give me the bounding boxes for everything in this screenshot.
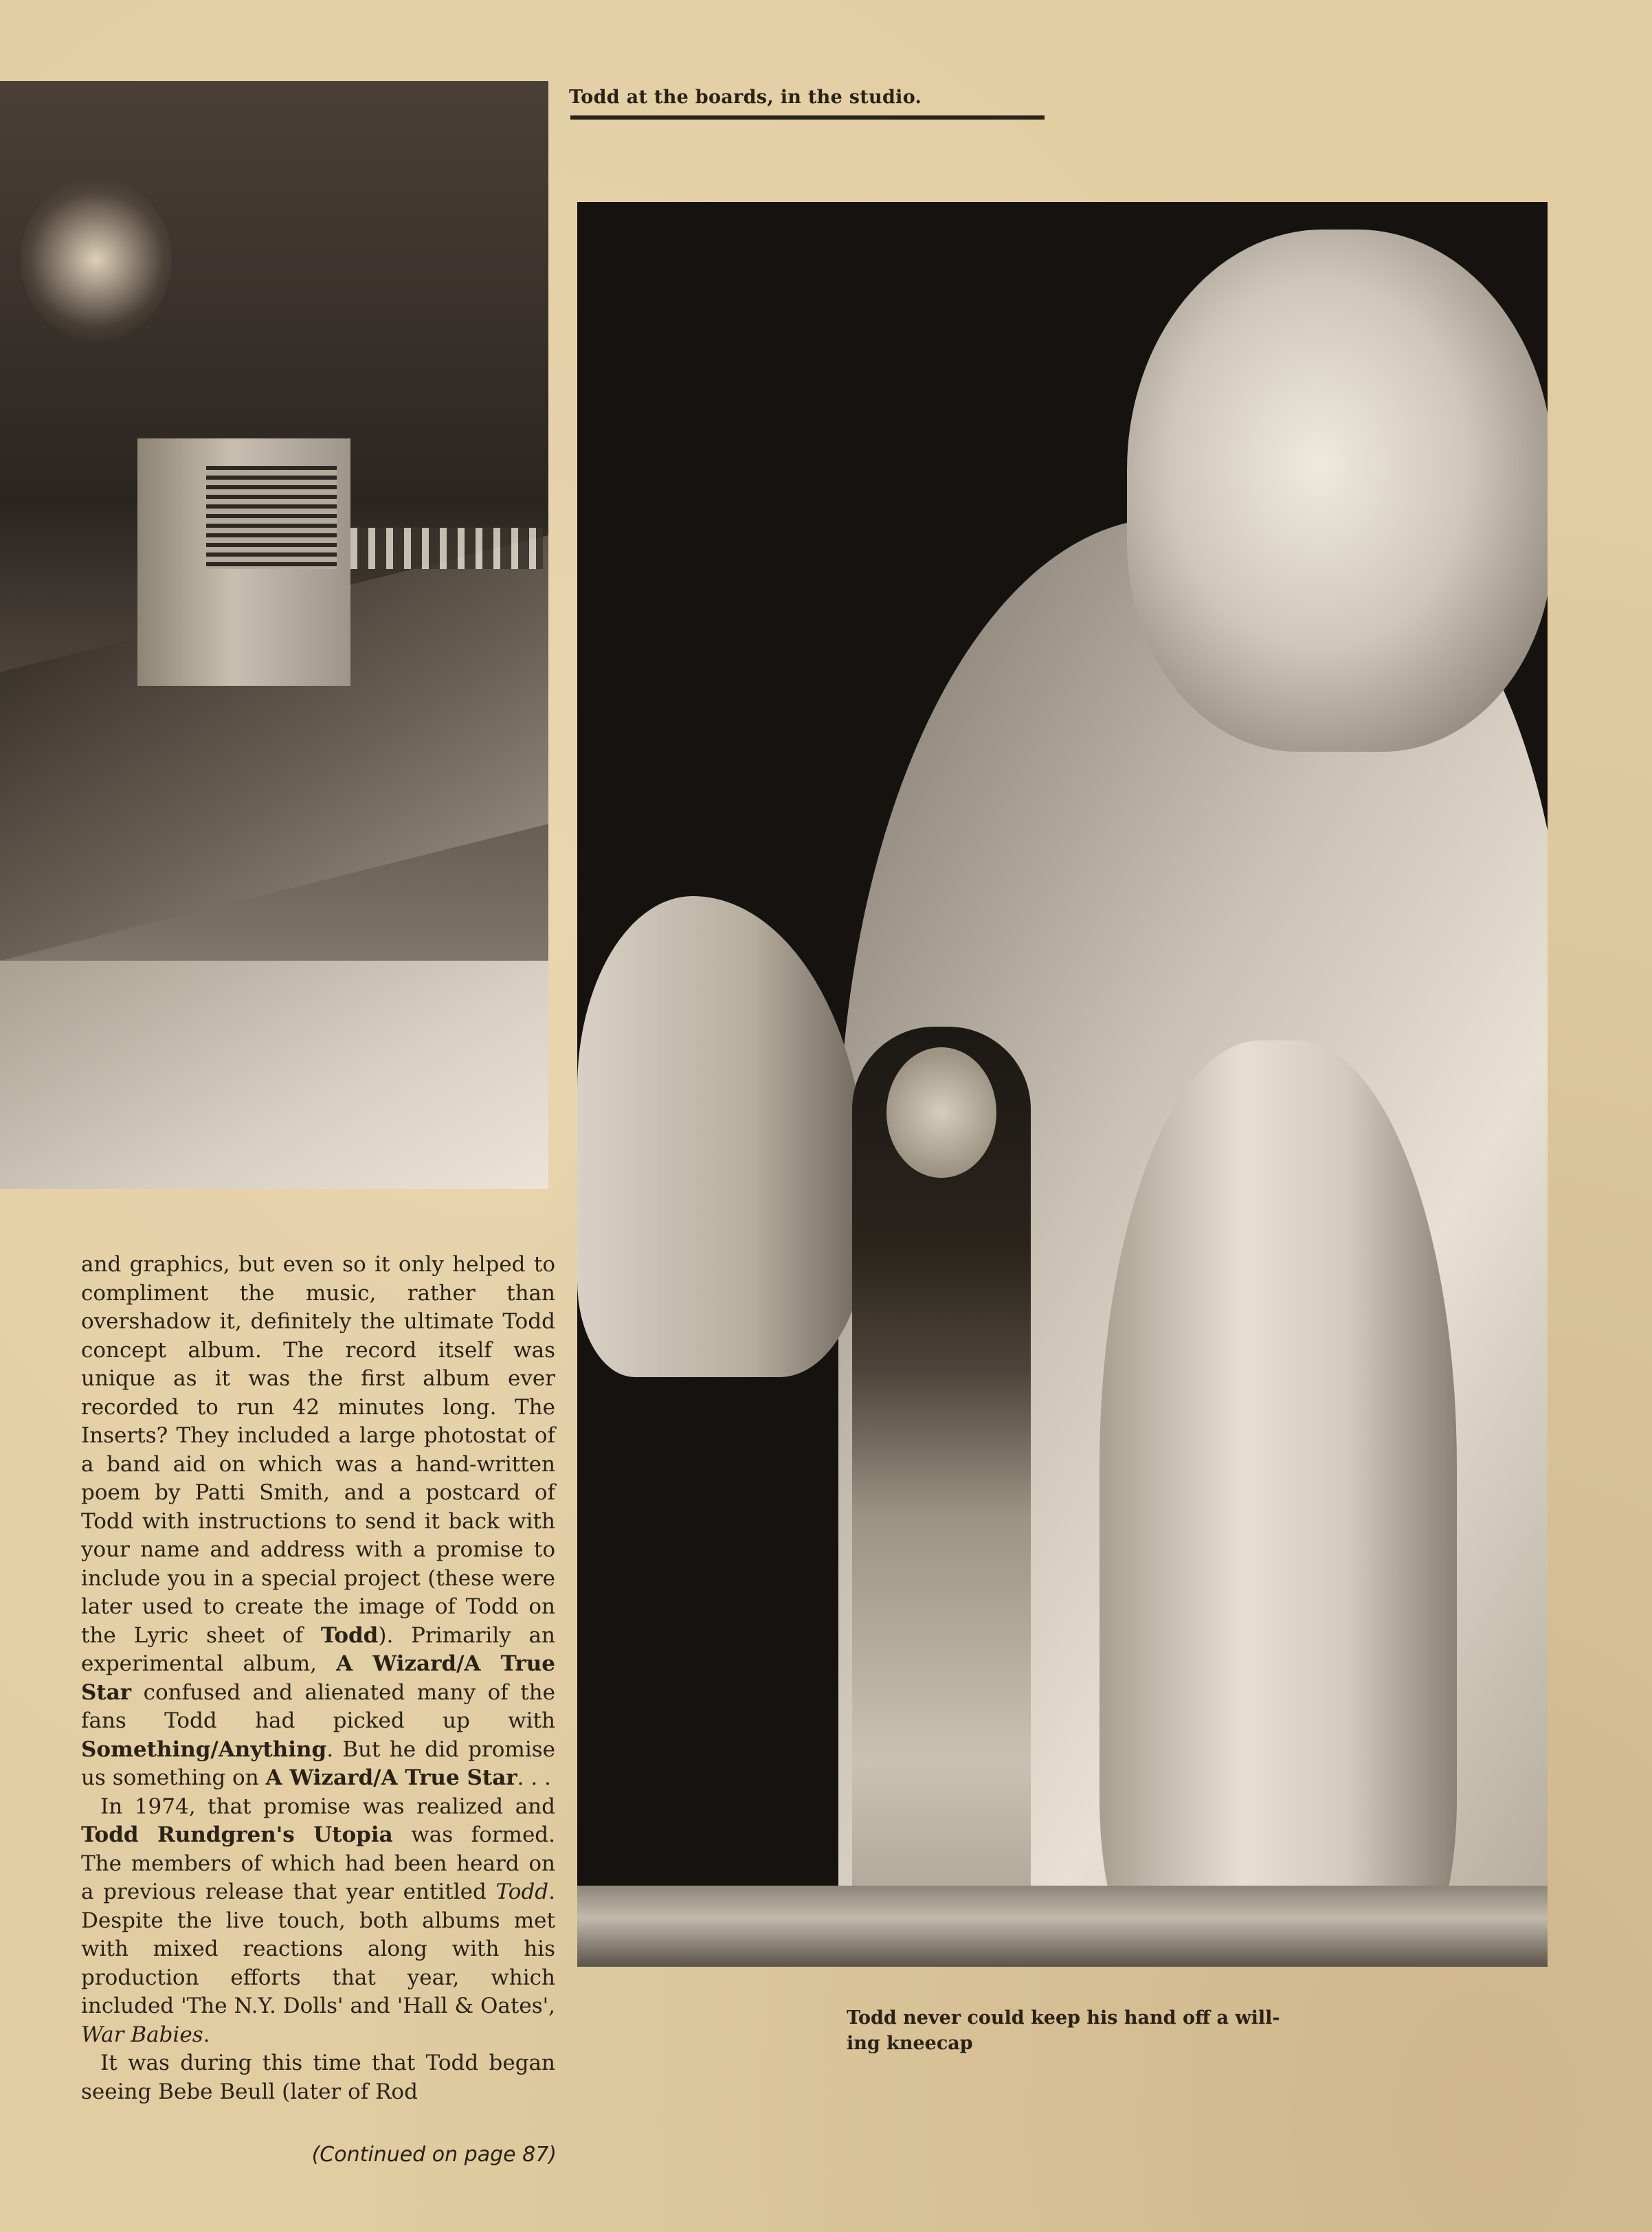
p2-bold-utopia: Todd Rundgren's Utopia [81, 1822, 393, 1847]
studio-photo [0, 81, 548, 1189]
todd-face [886, 1047, 996, 1178]
p1-bold-wizard-2: A Wizard/A True Star [265, 1765, 517, 1790]
monitor-grille [206, 466, 337, 569]
p2-text-c: . Despite the live touch, both albums met with mixed reactions along with his production efforts that year, which included 'The N.Y. Dolls' and 'Hall & Oates', [81, 1879, 555, 2018]
p1-bold-wizard: A Wizard/A True Star [81, 1651, 555, 1705]
p1-text-e: . . . [517, 1765, 551, 1790]
continued-note: (Continued on page 87) [311, 2143, 557, 2167]
statue-caption-line1: Todd never could keep his hand off a will- [847, 2007, 1280, 2029]
studio-caption: Todd at the boards, in the studio. [569, 87, 922, 108]
p2-italic-war-babies: War Babies [81, 2022, 203, 2047]
statue-right-leg [1100, 1040, 1457, 1967]
caption-rule [570, 115, 1045, 120]
p2-italic-todd: Todd [495, 1879, 549, 1904]
p1-bold-something: Something/Anything [81, 1737, 327, 1762]
statue-photo [577, 202, 1548, 1967]
p2-text-b: was formed. The members of which had been heard on a previous release that year entitled [81, 1822, 555, 1904]
console-knobs [350, 528, 543, 569]
article-column [81, 1251, 555, 2106]
p2-text-d: . [203, 2022, 210, 2047]
studio-desk [0, 961, 548, 1189]
p1-text-a: and graphics, but even so it only helped to compliment the music, rather than overshadow it, definitely the ultimate Todd concept album. The record itself was unique as it was the first album ever recorded to run 42 minutes long. The Inserts? They included a large photostat of a band aid on which was a hand-written poem by Patti Smith, and a postcard of Todd with instructions to send it back with your name and address with a promise to include you in a special project (these were later used to create the image of Todd on the Lyric sheet of [81, 1252, 555, 1648]
statue-left-knee [577, 896, 866, 1377]
statue-caption [847, 2005, 1341, 2056]
p1-text-d: . But he did promise us something on [81, 1737, 555, 1790]
statue-head [1127, 230, 1548, 752]
article-paragraph-1 [81, 1251, 555, 1793]
studio-lamp-glow [21, 177, 172, 342]
article-paragraph-3: It was during this time that Todd began seeing Bebe Beull (later of Rod [81, 2051, 555, 2104]
p1-text-b: ). Primarily an experimental album, [81, 1622, 555, 1676]
p1-bold-todd: Todd [320, 1622, 379, 1648]
statue-base [577, 1886, 1548, 1967]
p1-text-c: confused and alienated many of the fans Todd had picked up with [81, 1679, 555, 1733]
statue-caption-line2: ing kneecap [847, 2033, 973, 2054]
p2-text-a: In 1974, that promise was realized and [100, 1794, 555, 1819]
article-paragraph-2 [81, 1793, 555, 2050]
